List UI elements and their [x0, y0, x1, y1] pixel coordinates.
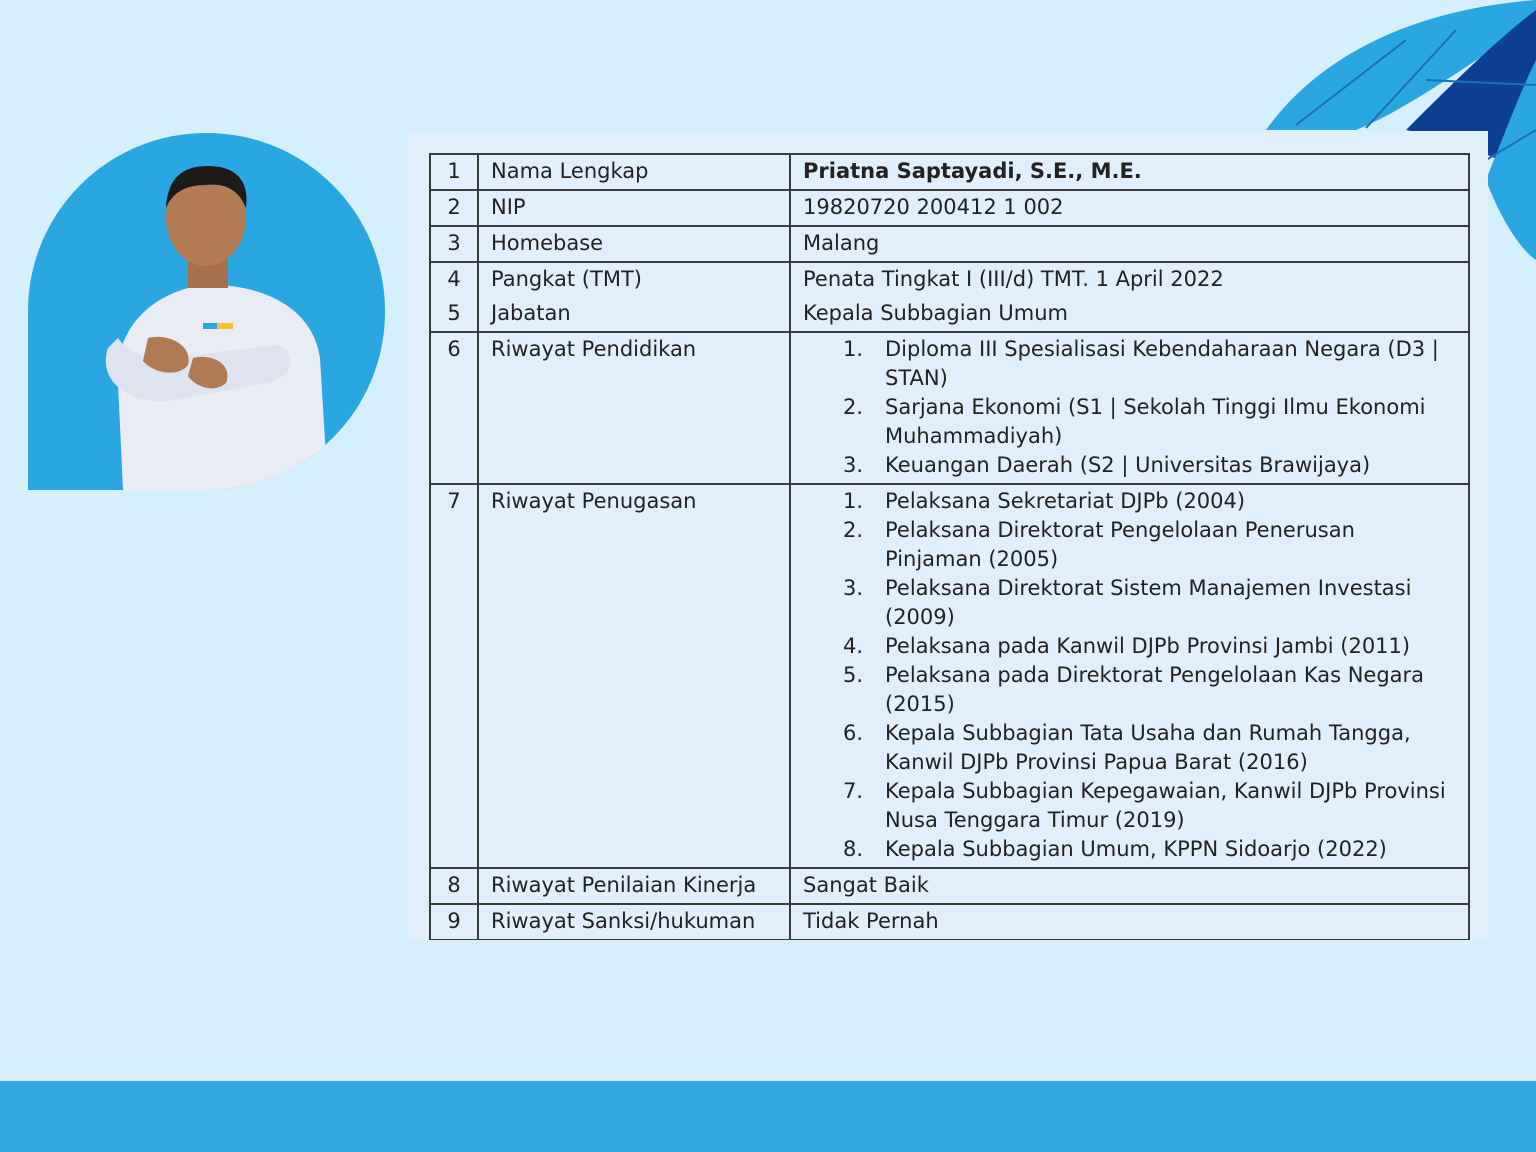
- field-label: Pangkat (TMT): [478, 262, 790, 297]
- row-number: 8: [430, 868, 478, 904]
- nip-value: 19820720 200412 1 002: [790, 190, 1469, 226]
- list-item: Sarjana Ekonomi (S1 | Sekolah Tinggi Ilmu Ekonomi Muhammadiyah): [885, 395, 1426, 448]
- list-item: Diploma III Spesialisasi Kebendaharaan Negara (D3 | STAN): [885, 337, 1439, 390]
- row-number: 4: [430, 262, 478, 297]
- full-name-value: Priatna Saptayadi, S.E., M.E.: [790, 154, 1469, 190]
- row-number: 5: [430, 297, 478, 332]
- rank-value: Penata Tingkat I (III/d) TMT. 1 April 2022: [790, 262, 1469, 297]
- row-number: 3: [430, 226, 478, 262]
- field-label: Riwayat Penugasan: [478, 484, 790, 868]
- education-list: [803, 335, 1456, 480]
- homebase-value: Malang: [790, 226, 1469, 262]
- table-row: [430, 332, 1469, 484]
- field-label: Homebase: [478, 226, 790, 262]
- field-label: NIP: [478, 190, 790, 226]
- performance-value: Sangat Baik: [790, 868, 1469, 904]
- list-item: Kepala Subbagian Kepegawaian, Kanwil DJPb Provinsi Nusa Tenggara Timur (2019): [885, 779, 1446, 832]
- list-item: Kepala Subbagian Umum, KPPN Sidoarjo (2022): [885, 837, 1387, 861]
- field-label: Riwayat Pendidikan: [478, 332, 790, 484]
- field-label: Jabatan: [478, 297, 790, 332]
- row-number: 1: [430, 154, 478, 190]
- person-illustration: [28, 133, 385, 490]
- list-item: Pelaksana Direktorat Pengelolaan Penerusan Pinjaman (2005): [885, 518, 1355, 571]
- field-label: Nama Lengkap: [478, 154, 790, 190]
- list-item: Kepala Subbagian Tata Usaha dan Rumah Tangga, Kanwil DJPb Provinsi Papua Barat (2016): [885, 721, 1411, 774]
- profile-card: [408, 131, 1488, 940]
- assignment-cell: [790, 484, 1469, 868]
- field-label: Riwayat Sanksi/hukuman: [478, 904, 790, 940]
- list-item: Pelaksana Direktorat Sistem Manajemen Investasi (2009): [885, 576, 1412, 629]
- position-value: Kepala Subbagian Umum: [790, 297, 1469, 332]
- footer-bar: [0, 1081, 1536, 1152]
- list-item: Pelaksana pada Direktorat Pengelolaan Kas Negara (2015): [885, 663, 1425, 716]
- sanction-value: Tidak Pernah: [790, 904, 1469, 940]
- row-number: 2: [430, 190, 478, 226]
- table-row: [430, 297, 1469, 332]
- list-item: Pelaksana Sekretariat DJPb (2004): [885, 489, 1246, 513]
- table-row: [430, 190, 1469, 226]
- table-row: [430, 226, 1469, 262]
- table-row: [430, 904, 1469, 940]
- table-row: [430, 154, 1469, 190]
- list-item: Pelaksana pada Kanwil DJPb Provinsi Jambi (2011): [885, 634, 1411, 658]
- field-label: Riwayat Penilaian Kinerja: [478, 868, 790, 904]
- profile-photo: [28, 133, 385, 490]
- table-row: [430, 868, 1469, 904]
- row-number: 9: [430, 904, 478, 940]
- assignment-list: [803, 487, 1456, 864]
- education-cell: [790, 332, 1469, 484]
- row-number: 6: [430, 332, 478, 484]
- list-item: Keuangan Daerah (S2 | Universitas Brawijaya): [885, 453, 1371, 477]
- table-row: [430, 484, 1469, 868]
- profile-table: [429, 153, 1470, 940]
- table-row: [430, 262, 1469, 297]
- row-number: 7: [430, 484, 478, 868]
